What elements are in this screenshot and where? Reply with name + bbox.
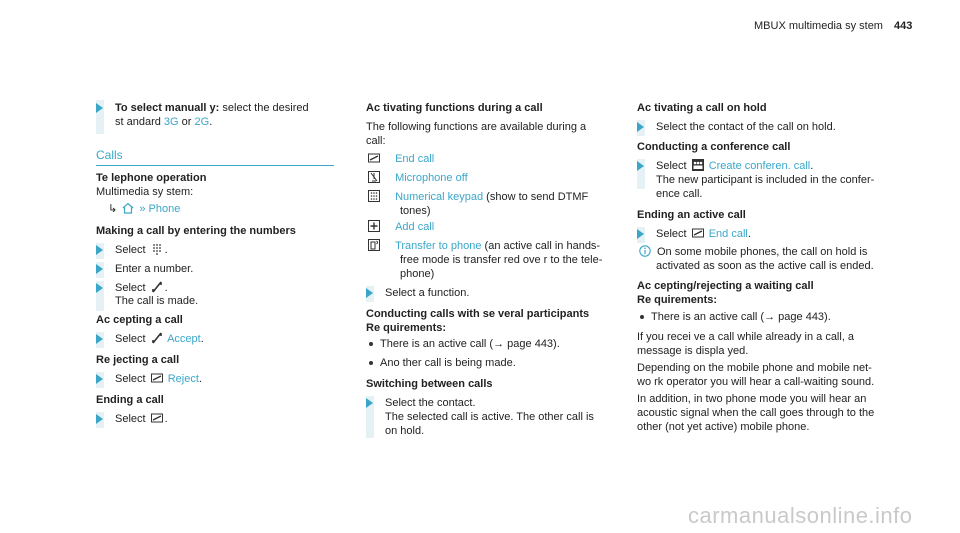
function-microphone-off [366,171,468,185]
step-arrow-icon [366,398,373,408]
making-call-heading: Making a call by entering the numbers [96,225,296,237]
transfer-desc: (an active call in hands- [481,240,601,252]
path-arrow-icon: ↳ [108,203,118,215]
select-manually-lead: To select manuall y: [115,102,220,114]
note-line-2: activated as soon as the active call is ended. [656,260,874,272]
microphone-off-link[interactable]: Microphone off [395,172,468,184]
paragraph-1-line-2: message is displa yed. [637,345,749,357]
running-header [754,19,912,33]
end-active-step: Select End call. [656,228,751,240]
keypad-icon [368,190,380,202]
end-call-icon[interactable] [151,412,163,424]
switch-line-2: The selected call is active. The other call is [385,411,594,423]
ending-active-call-heading: Ending an active call [637,209,746,221]
page-reference[interactable]: page 443). [507,338,560,350]
call-made-text: The call is made. [115,295,199,307]
select-text: Select [115,413,146,425]
home-icon[interactable] [122,202,134,214]
path-chevron-icon: » [139,203,146,215]
waiting-call-heading: Ac cepting/rejecting a waiting call [637,280,814,292]
info-icon [639,245,651,257]
page-ref-arrow-icon: → [493,338,508,350]
step-arrow-icon [96,245,103,255]
reject-link[interactable]: Reject [167,373,199,385]
transfer-to-phone-icon [368,239,380,251]
step-reject: Select Reject. [115,373,202,385]
option-2g[interactable]: 2G [194,116,210,128]
activating-functions-heading: Ac tivating functions during a call [366,102,543,114]
or-text: or [178,116,195,128]
select-text: Select [115,333,146,345]
create-conference-link[interactable]: Create conferen. call [708,160,811,172]
function-end-call [366,152,434,166]
requirement-active-call [380,337,560,351]
step-arrow-icon [96,264,103,274]
step-arrow-icon [96,414,103,424]
step-select-call: Select . [115,282,168,294]
new-participant-line-1: The new participant is included in the confer- [656,174,875,186]
paragraph-3-line-3: other (not yet active) mobile phone. [637,421,810,433]
conference-call-heading: Conducting a conference call [637,141,791,153]
end-call-link[interactable]: End call [708,228,748,240]
note-text-1: On some mobile phones, the call on hold is [657,246,868,258]
page-ref-arrow-icon: → [764,311,779,323]
phone-link[interactable]: Phone [148,203,181,215]
step-arrow-icon [96,374,103,384]
call-icon[interactable] [151,332,163,344]
step-arrow-icon [637,122,644,132]
switch-line-3: on hold. [385,425,425,437]
requirements-heading: Re quirements: [637,294,718,306]
step-arrow-icon [637,229,644,239]
conference-icon[interactable] [692,159,704,171]
numpad-desc-2: tones) [400,205,431,217]
switching-calls-heading: Switching between calls [366,378,493,390]
requirements-heading: Re quirements: [366,322,447,334]
paragraph-2-line-1: Depending on the mobile phone and mobile net- [637,362,872,374]
call-icon[interactable] [151,281,163,293]
select-text: Select [115,244,146,256]
function-add-call [366,220,434,234]
page-reference[interactable]: page 443). [778,311,831,323]
instruction-arrow-icon [96,103,103,113]
step-arrow-icon [366,288,373,298]
call-on-hold-heading: Ac tivating a call on hold [637,102,767,114]
requirement-text: There is an active call ( [380,338,494,350]
step-arrow-icon [96,283,103,293]
watermark: carmanualsonline.info [688,503,913,528]
function-numerical-keypad [366,190,588,204]
bullet [369,361,373,365]
numerical-keypad-link[interactable]: Numerical keypad [395,191,484,203]
select-manually-rest: select the desired [219,102,309,114]
select-text: Select [656,228,687,240]
add-call-link[interactable]: Add call [395,221,435,233]
rejecting-call-heading: Re jecting a call [96,354,180,366]
step-arrow-icon [637,161,644,171]
standard-text: st andard [115,116,164,128]
requirement-active-call [651,310,831,324]
intro-line-2: call: [366,135,386,147]
bullet [369,342,373,346]
period-text: . [209,116,213,128]
paragraph-3-line-1: In addition, in two phone mode you will hear an [637,393,867,405]
step-enter-number: Enter a number. [115,263,194,275]
numpad-desc: (show to send DTMF [483,191,589,203]
transfer-desc-3: phone) [400,268,435,280]
end-call-icon[interactable] [692,227,704,239]
select-text: Select [115,282,146,294]
calls-rule [96,165,334,166]
paragraph-1-line-1: If you recei ve a call while already in a call, a [637,331,855,343]
hold-step: Select the contact of the call on hold. [656,121,836,133]
paragraph-3-line-2: acoustic signal when the call goes through to the [637,407,875,419]
conducting-calls-heading: Conducting calls with se veral participants [366,308,590,320]
calls-heading: Calls [96,148,123,162]
function-transfer [366,239,600,253]
transfer-desc-2: free mode is transfer red ove r to the tele- [400,254,603,266]
keypad-icon[interactable] [151,243,163,255]
bullet [640,315,644,319]
select-manually-line [115,101,309,115]
step-select-keypad: Select . [115,244,168,256]
standard-line [115,115,212,129]
navigation-path [108,202,180,216]
ending-call-heading: Ending a call [96,394,164,406]
end-call-icon [368,152,380,164]
multimedia-system-text: Multimedia sy stem: [96,186,194,198]
microphone-off-icon [368,171,380,183]
option-3g[interactable]: 3G [163,116,179,128]
select-text: Select [115,373,146,385]
step-arrow-icon [96,334,103,344]
step-accept: Select Accept. [115,333,204,345]
requirement-text: There is an active call ( [651,311,765,323]
step-end: Select . [115,413,168,425]
switch-line-1: Select the contact. [385,397,476,409]
transfer-to-phone-link[interactable]: Transfer to phone [395,240,482,252]
accept-link[interactable]: Accept [167,333,201,345]
new-participant-line-2: ence call. [656,188,703,200]
requirement-another-call: Ano ther call is being made. [380,357,516,369]
accepting-call-heading: Ac cepting a call [96,314,183,326]
end-call-link[interactable]: End call [395,153,435,165]
add-icon [368,220,380,232]
page-number: 443 [894,20,913,32]
select-text: Select [656,160,687,172]
header-title: MBUX multimedia sy stem [754,20,883,32]
end-call-icon[interactable] [151,372,163,384]
note-line-1 [637,245,867,259]
step-select-function: Select a function. [385,287,470,299]
intro-line-1: The following functions are available during a [366,121,587,133]
telephone-operation-heading: Te lephone operation [96,172,207,184]
conference-step: Select Create conferen. call. [656,160,814,172]
paragraph-2-line-2: wo rk operator you will hear a call-waiting sound. [637,376,875,388]
